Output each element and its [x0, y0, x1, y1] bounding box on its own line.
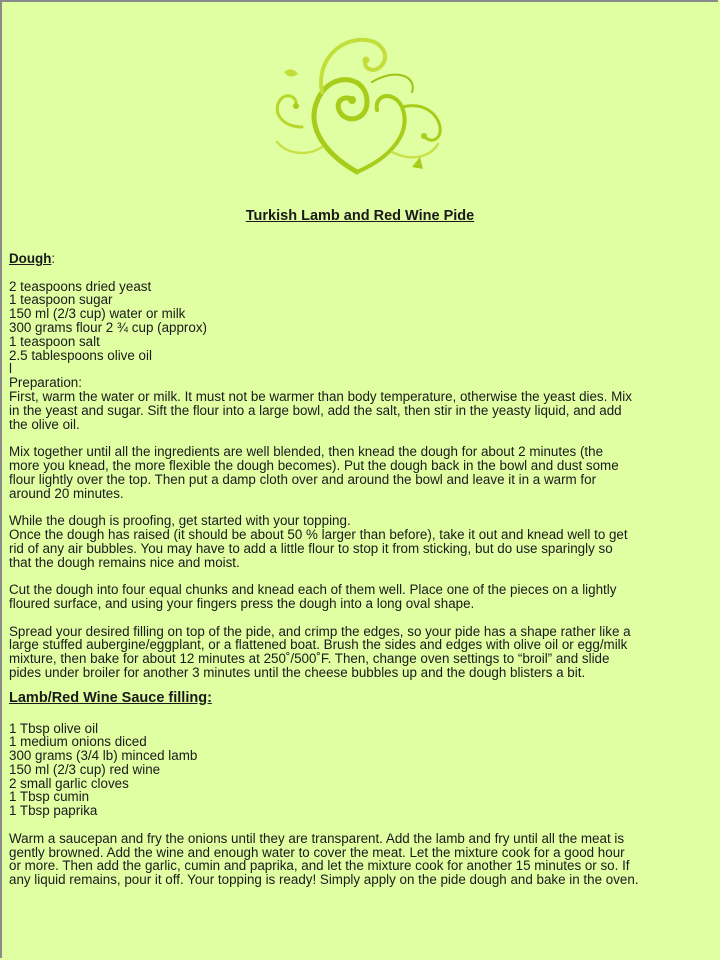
dough-ingredients-list: [9, 280, 714, 377]
ingredient-item: 1 teaspoon sugar: [9, 292, 113, 308]
paragraph-line: First, warm the water or milk. It must not be warmer than body temperature, otherwise the yeast dies. Mix: [9, 388, 632, 404]
paragraph: [9, 832, 714, 887]
ingredient-item: 1 Tbsp olive oil: [9, 720, 99, 736]
ingredient-item: 2 teaspoons dried yeast: [9, 278, 152, 294]
paragraph-line: Warm a saucepan and fry the onions until they are transparent. Add the lamb and fry until all the meat is: [9, 830, 625, 846]
dough-preparation-steps: [9, 390, 714, 680]
swirl-ornament-icon: [262, 32, 452, 182]
paragraph-line: any liquid remains, pour it off. Your topping is ready! Simply apply on the pide dough and bake in the oven.: [9, 872, 639, 888]
paragraph: [9, 583, 714, 611]
ingredient-item: 1 medium onions diced: [9, 734, 147, 750]
ingredient-item: 150 ml (2/3 cup) red wine: [9, 761, 161, 777]
paragraph-line: mixture, then bake for about 12 minutes at 250˚/500˚F. Then, change oven settings to “broil” and slide: [9, 651, 610, 667]
paragraph-line: gently browned. Add the wine and enough water to cover the meat. Let the mixture cook for a good hour: [9, 844, 625, 860]
ingredient-item: l: [9, 361, 12, 377]
dough-heading-colon: :: [51, 251, 56, 266]
filling-heading: Lamb/Red Wine Sauce filling:: [9, 689, 212, 706]
ingredient-item: 2 small garlic cloves: [9, 775, 129, 791]
ingredient-item: 300 grams (3/4 lb) minced lamb: [9, 748, 198, 764]
ingredient-item: 1 Tbsp cumin: [9, 789, 90, 805]
paragraph-line: pides under broiler for another 3 minutes until the cheese bubbles up and the dough blisters a bit.: [9, 664, 586, 680]
recipe-content: [9, 252, 714, 887]
filling-ingredients-list: [9, 722, 714, 819]
paragraph: [9, 625, 714, 680]
preparation-label: Preparation:: [9, 375, 82, 391]
ingredient-item: 150 ml (2/3 cup) water or milk: [9, 306, 186, 322]
paragraph: [9, 514, 714, 569]
paragraph-line: that the dough remains nice and moist.: [9, 554, 240, 570]
ingredient-item: 300 grams flour 2 ¾ cup (approx): [9, 319, 207, 335]
paragraph-line: flour lightly over the top. Then put a damp cloth over and around the bowl and leave it in a warm for: [9, 471, 597, 487]
paragraph-line: large stuffed aubergine/eggplant, or a flattened boat. Brush the sides and edges with olive oil or egg/milk: [9, 637, 628, 653]
paragraph: [9, 445, 714, 500]
dough-heading: [9, 252, 714, 266]
paragraph: [9, 390, 714, 431]
paragraph-line: the olive oil.: [9, 416, 80, 432]
ingredient-item: 1 teaspoon salt: [9, 333, 100, 349]
paragraph-line: in the yeast and sugar. Sift the flour into a large bowl, add the salt, then stir in the yeasty liquid, and add: [9, 402, 622, 418]
paragraph-line: rid of any air bubbles. You may have to add a little flour to stop it from sticking, but do use sparingly so: [9, 540, 613, 556]
paragraph-line: Mix together until all the ingredients are well blended, then knead the dough for about 2 minutes (the: [9, 444, 604, 460]
recipe-title: Turkish Lamb and Red Wine Pide: [245, 208, 475, 224]
filling-preparation-steps: [9, 832, 714, 887]
ingredient-item: 2.5 tablespoons olive oil: [9, 347, 152, 363]
dough-heading-label: Dough: [9, 251, 52, 266]
paragraph-line: or more. Then add the garlic, cumin and paprika, and let the mixture cook for another 15 minutes or so. If: [9, 858, 630, 874]
ingredient-item: 1 Tbsp paprika: [9, 803, 98, 819]
paragraph-line: floured surface, and using your fingers press the dough into a long oval shape.: [9, 595, 475, 611]
paragraph-line: While the dough is proofing, get started with your topping.: [9, 513, 351, 529]
paragraph-line: more you knead, the more flexible the dough becomes). Put the dough back in the bowl and dust some: [9, 457, 619, 473]
paragraph-line: around 20 minutes.: [9, 485, 124, 501]
paragraph-line: Spread your desired filling on top of the pide, and crimp the edges, so your pide has a shape rather like a: [9, 623, 631, 639]
paragraph-line: Cut the dough into four equal chunks and knead each of them well. Place one of the pieces on a lightly: [9, 582, 617, 598]
paragraph-line: Once the dough has raised (it should be about 50 % larger than before), take it out and knead well to get: [9, 526, 628, 542]
